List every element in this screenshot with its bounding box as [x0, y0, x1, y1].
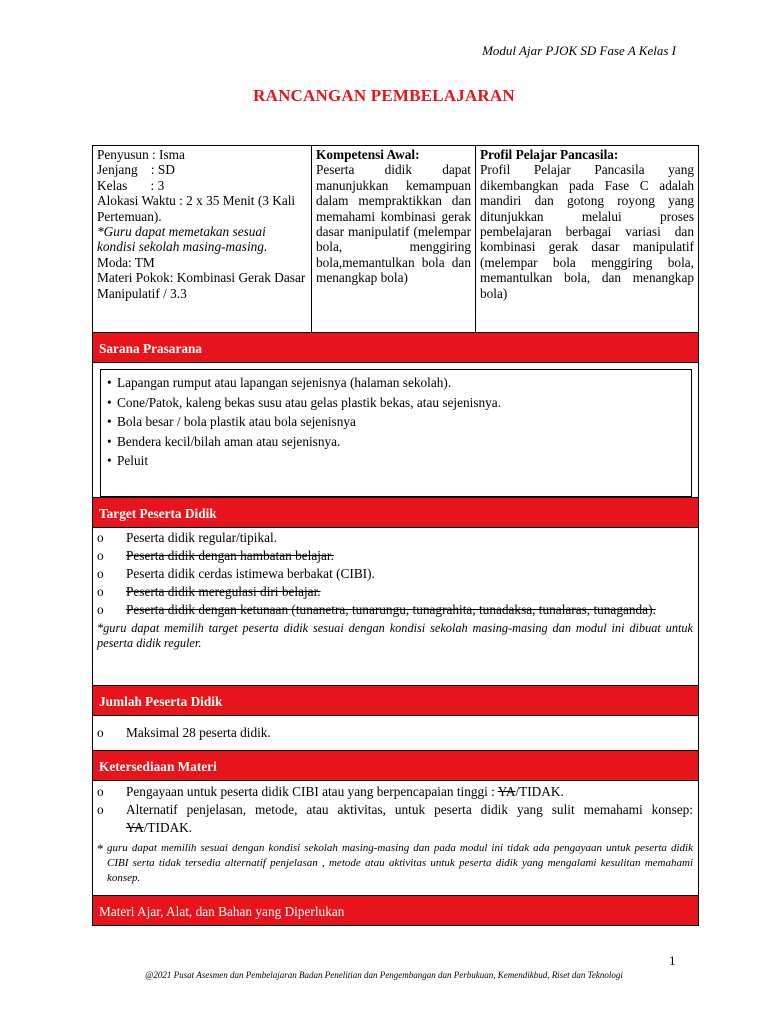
list-item: o Pengayaan untuk peserta didik CIBI atau yang berpencapaian tinggi : YA/TIDAK. [97, 784, 564, 799]
kompetensi-cell [312, 146, 476, 332]
list-item: • Bendera kecil/bilah aman atau sejenisnya. [107, 433, 341, 449]
jumlah-header: Jumlah Peserta Didik [93, 685, 698, 716]
kompetensi-title: Kompetensi Awal: [316, 147, 420, 162]
sarana-list [100, 369, 692, 497]
ketersediaan-note: * guru dapat memilih sesuai dengan kondisi sekolah masing-masing dan pada modul ini tidak ada pengayaan untuk peserta didik CIBI serta tidak tersedia alternatif penjelasan , metode atau aktivitas untuk peserta didik yang mengalami kesulitan memahami konsep. [97, 841, 693, 884]
target-list [97, 529, 693, 651]
ketersediaan-header: Ketersediaan Materi [93, 750, 698, 781]
identity-cell [93, 146, 312, 332]
target-note: *guru dapat memilih target peserta didik sesuai dengan kondisi sekolah masing-masing dan modul ini dibuat untuk peserta didik reguler. [97, 621, 693, 650]
materi-ajar-header: Materi Ajar, Alat, dan Bahan yang Diperlukan [93, 895, 698, 926]
identity-note: *Guru dapat memetakan sesuai kondisi sekolah masing-masing. [97, 224, 268, 255]
profil-title: Profil Pelajar Pancasila: [480, 147, 619, 162]
list-item: o Peserta didik dengan ketunaan (tunanetra, tunarungu, tunagrahita, tunadaksa, tunalaras, tunaganda). [97, 602, 656, 617]
list-item: o Peserta didik dengan hambatan belajar. [97, 548, 334, 563]
list-item: o Peserta didik regular/tipikal. [97, 530, 278, 545]
profil-text: Profil Pelajar Pancasila yang dikembangkan pada Fase C adalah mandiri dan gotong royong yang ditunjukkan melalui proses pembelajaran berbagai variasi dan kombinasi gerak dasar manipulatif (melempar bola menggiring bola, memantulkan bola, dan menangkap bola) [480, 162, 694, 301]
target-header: Target Peserta Didik [93, 497, 698, 528]
list-item: • Cone/Patok, kaleng bekas susu atau gelas plastik bekas, atau sejenisnya. [107, 394, 502, 410]
list-item: o Peserta didik meregulasi diri belajar. [97, 584, 321, 599]
lesson-plan-table [92, 145, 699, 926]
list-item: • Peluit [107, 453, 149, 468]
kelas: Kelas : 3 [97, 177, 165, 193]
list-item: o Alternatif penjelasan, metode, atau aktivitas, untuk peserta didik yang sulit memahami konsep: YA/TIDAK. [97, 802, 693, 835]
sarana-header: Sarana Prasarana [93, 332, 698, 363]
document-title: RANCANGAN PEMBELAJARAN [253, 86, 515, 105]
jenjang: Jenjang : SD [97, 162, 175, 178]
footer-copyright: @2021 Pusat Asesmen dan Pembelajaran Badan Penelitian dan Pengembangan dan Perbukuan, Kemendikbud, Riset dan Teknologi [145, 970, 623, 980]
moda: Moda: TM [97, 254, 155, 270]
jumlah-list [97, 724, 693, 742]
module-header: Modul Ajar PJOK SD Fase A Kelas I [482, 43, 676, 58]
list-item: o Maksimal 28 peserta didik. [97, 725, 271, 740]
list-item: o Peserta didik cerdas istimewa berbakat (CIBI). [97, 566, 375, 581]
alokasi-waktu: Alokasi Waktu : 2 x 35 Menit (3 Kali Pertemuan). [97, 193, 296, 224]
penyusun: Penyusun : Isma [97, 147, 185, 162]
kompetensi-text: Peserta didik dapat manunjukkan kemampuan dalam mempraktikkan dan memahami kombinasi gerak dasar manipulatif (melempar bola, menggiring bola,memantulkan bola dan menangkap bola) [316, 162, 471, 286]
page-number: 1 [669, 953, 676, 968]
profil-cell [476, 146, 698, 332]
ketersediaan-list [97, 783, 693, 886]
identity-row [93, 146, 698, 333]
materi-pokok: Materi Pokok: Kombinasi Gerak Dasar Manipulatif / 3.3 [97, 270, 306, 301]
list-item: • Lapangan rumput atau lapangan sejenisnya (halaman sekolah). [107, 375, 452, 390]
list-item: • Bola besar / bola plastik atau bola sejenisnya [107, 414, 356, 429]
